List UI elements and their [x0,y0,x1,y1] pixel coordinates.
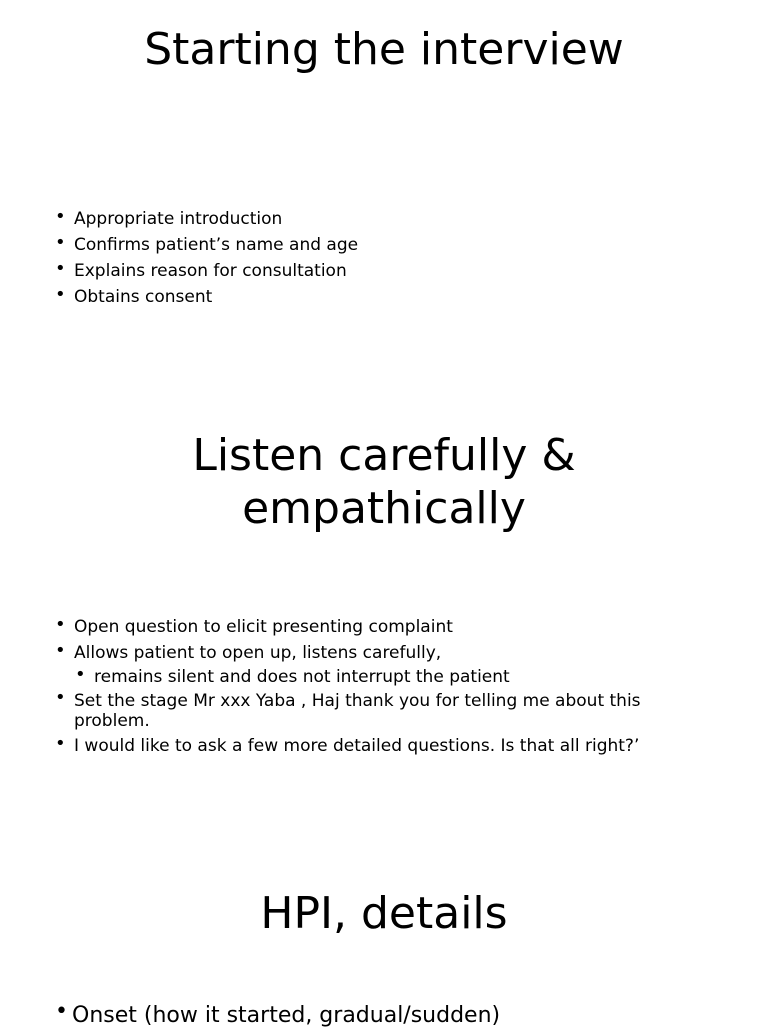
list-item: • Allows patient to open up, listens carefully, [55,640,442,663]
list-item: • Open question to elicit presenting complaint [55,614,453,637]
slide-title: HPI, details [260,888,508,939]
bullet-icon: • [75,664,86,685]
list-item: • Explains reason for consultation [55,258,347,281]
list-item: • I would like to ask a few more detailed questions. Is that all right?’ [55,733,640,756]
list-item: • Obtains consent [55,284,213,307]
list-item: • Confirms patient’s name and age [55,232,359,255]
bullet-icon: • [55,733,66,754]
slide-title: Starting the interview [144,24,624,75]
bullet-icon: • [55,258,66,279]
bullet-icon: • [55,614,66,635]
slide-title-line-2: empathically [242,483,526,534]
list-item-sub: • remains silent and does not interrupt the patient [75,664,510,687]
slide-title-line-1: Listen carefully & [192,430,576,481]
list-item: • Set the stage Mr xxx Yaba , Haj thank you for telling me about this problem. [55,687,641,731]
list-item: • Onset (how it started, gradual/sudden) [55,999,501,1028]
bullet-icon: • [55,206,66,227]
bullet-icon: • [55,640,66,661]
bullet-icon: • [55,284,66,305]
bullet-icon: • [55,232,66,253]
bullet-icon: • [55,999,68,1024]
bullet-list [54,999,714,1034]
bullet-icon: • [55,687,66,708]
list-item: • Appropriate introduction [55,206,283,229]
